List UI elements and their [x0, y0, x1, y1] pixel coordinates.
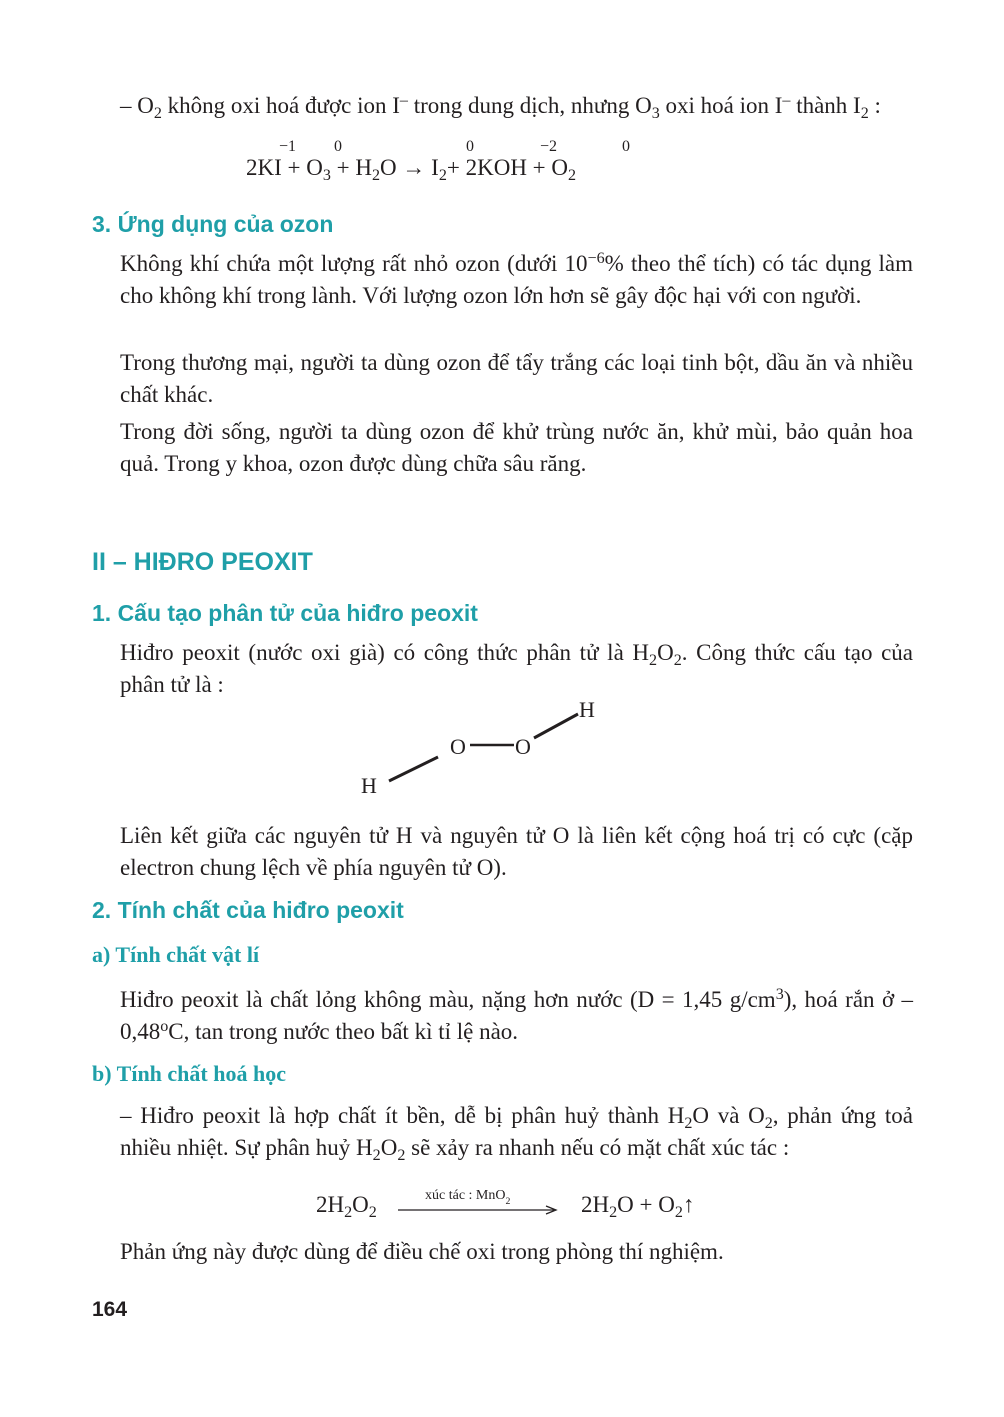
- subscript: 2: [372, 1147, 381, 1164]
- text: – Hiđro peoxit là hợp chất ít bền, dễ bị phân huỷ thành H: [120, 1103, 685, 1128]
- atom-hydrogen: H: [579, 697, 595, 722]
- eq-part: 2H: [316, 1192, 345, 1217]
- text: không oxi hoá được ion I: [161, 93, 400, 118]
- paragraph: [120, 1100, 913, 1164]
- text: Hiđro peoxit là chất lỏng không màu, nặng hơn nước (D = 1,45 g/cm: [120, 987, 776, 1012]
- text: Hiđro peoxit (nước oxi già) có công thức phân tử là H: [120, 640, 650, 665]
- text: C, tan trong nước theo bất kì tỉ lệ nào.: [168, 1019, 519, 1044]
- oxidation-number: 0: [334, 138, 342, 155]
- page-number: 164: [92, 1298, 128, 1321]
- subscript: 2: [609, 1204, 618, 1221]
- equation-decomposition-left: [316, 1192, 377, 1221]
- subscript: 3: [651, 105, 660, 122]
- oxidation-number: 0: [466, 138, 474, 155]
- superscript: 3: [775, 986, 784, 1003]
- oxidation-number: 0: [622, 138, 630, 155]
- subscript: 2: [684, 1115, 693, 1132]
- paragraph: Liên kết giữa các nguyên tử H và nguyên tử O là liên kết cộng hoá trị có cực (cặp electron chung lệch về phía nguyên tử O).: [120, 823, 913, 880]
- subsection-heading-chemical: b) Tính chất hoá học: [92, 1061, 286, 1086]
- text: % theo thể tích) có tác dụng làm cho không khí trong lành. Với lượng ozon lớn hơn sẽ gây độc hại với con người.: [120, 251, 913, 308]
- subscript: 2: [649, 652, 658, 669]
- superscript: o: [160, 1018, 169, 1035]
- paragraph: [120, 984, 913, 1048]
- subscript: 2: [673, 652, 682, 669]
- gas-up-arrow-icon: ↑: [682, 1192, 695, 1217]
- subscript: 2: [674, 1204, 683, 1221]
- text: trong dung dịch, nhưng O: [407, 93, 652, 118]
- section-heading-properties: 2. Tính chất của hiđro peoxit: [92, 897, 404, 923]
- bond-h-o: [389, 757, 438, 781]
- text: xúc tác : MnO: [425, 1188, 506, 1203]
- atom-hydrogen: H: [361, 773, 377, 798]
- subscript: 2: [153, 105, 162, 122]
- catalyst-label: [425, 1188, 511, 1207]
- eq-part: + H: [336, 155, 372, 180]
- subscript: 2: [860, 105, 869, 122]
- subscript: 2: [372, 167, 381, 184]
- text: O: [657, 640, 674, 665]
- superscript: –: [782, 92, 791, 109]
- subscript: 2: [438, 167, 447, 184]
- subscript: 2: [568, 167, 577, 184]
- subscript: 3: [322, 167, 331, 184]
- reaction-arrow-icon: [398, 1204, 560, 1216]
- atom-oxygen: O: [450, 734, 466, 759]
- atom-oxygen: O: [515, 734, 531, 759]
- subscript: 2: [764, 1115, 773, 1132]
- eq-part: + 2KOH + O: [446, 155, 569, 180]
- equation-decomposition-right: [581, 1192, 695, 1221]
- section-heading-ozone-applications: 3. Ứng dụng của ozon: [92, 211, 334, 237]
- eq-part: 2KI + O: [246, 155, 323, 180]
- paragraph: Trong thương mại, người ta dùng ozon để tẩy trắng các loại tinh bột, dầu ăn và nhiều chất khác.: [120, 350, 913, 407]
- text: O: [380, 1135, 398, 1160]
- text: :: [868, 93, 881, 118]
- superscript: –: [399, 92, 408, 109]
- paragraph: Phản ứng này được dùng để điều chế oxi trong phòng thí nghiệm.: [120, 1239, 724, 1264]
- subscript: 2: [505, 1196, 511, 1207]
- text: oxi hoá ion I: [659, 93, 783, 118]
- eq-part: O + O: [617, 1192, 675, 1217]
- section-heading-structure: 1. Cấu tạo phân tử của hiđro peoxit: [92, 600, 478, 626]
- text: O và O: [692, 1103, 765, 1128]
- paragraph: Trong đời sống, người ta dùng ozon để khử trùng nước ăn, khử mùi, bảo quản hoa quả. Trong y khoa, ozon được dùng chữa sâu răng.: [120, 419, 913, 476]
- text: thành I: [790, 93, 861, 118]
- superscript: −6: [587, 250, 605, 267]
- text: , phản ứng toả nhiều nhiệt. Sự phân huỷ H: [120, 1103, 913, 1160]
- subsection-heading-physical: a) Tính chất vật lí: [92, 942, 260, 967]
- subscript: 2: [397, 1147, 406, 1164]
- bond-o-h: [534, 714, 578, 738]
- oxidation-number: −2: [540, 138, 558, 155]
- oxidation-number: −1: [279, 138, 297, 155]
- part-heading-hydrogen-peroxide: II – HIĐRO PEOXIT: [92, 548, 313, 576]
- eq-part: O → I: [380, 155, 439, 180]
- text: Không khí chứa một lượng rất nhỏ ozon (dưới 10: [120, 251, 588, 276]
- text: . Công thức cấu tạo của phân tử là :: [120, 640, 914, 697]
- text: ), hoá rắn ở – 0,48: [120, 987, 914, 1044]
- eq-part: 2H: [581, 1192, 610, 1217]
- text: – O: [120, 93, 154, 118]
- subscript: 2: [368, 1204, 377, 1221]
- eq-part: O: [352, 1192, 369, 1217]
- text: sẽ xảy ra nhanh nếu có mặt chất xúc tác :: [405, 1135, 790, 1160]
- subscript: 2: [344, 1204, 353, 1221]
